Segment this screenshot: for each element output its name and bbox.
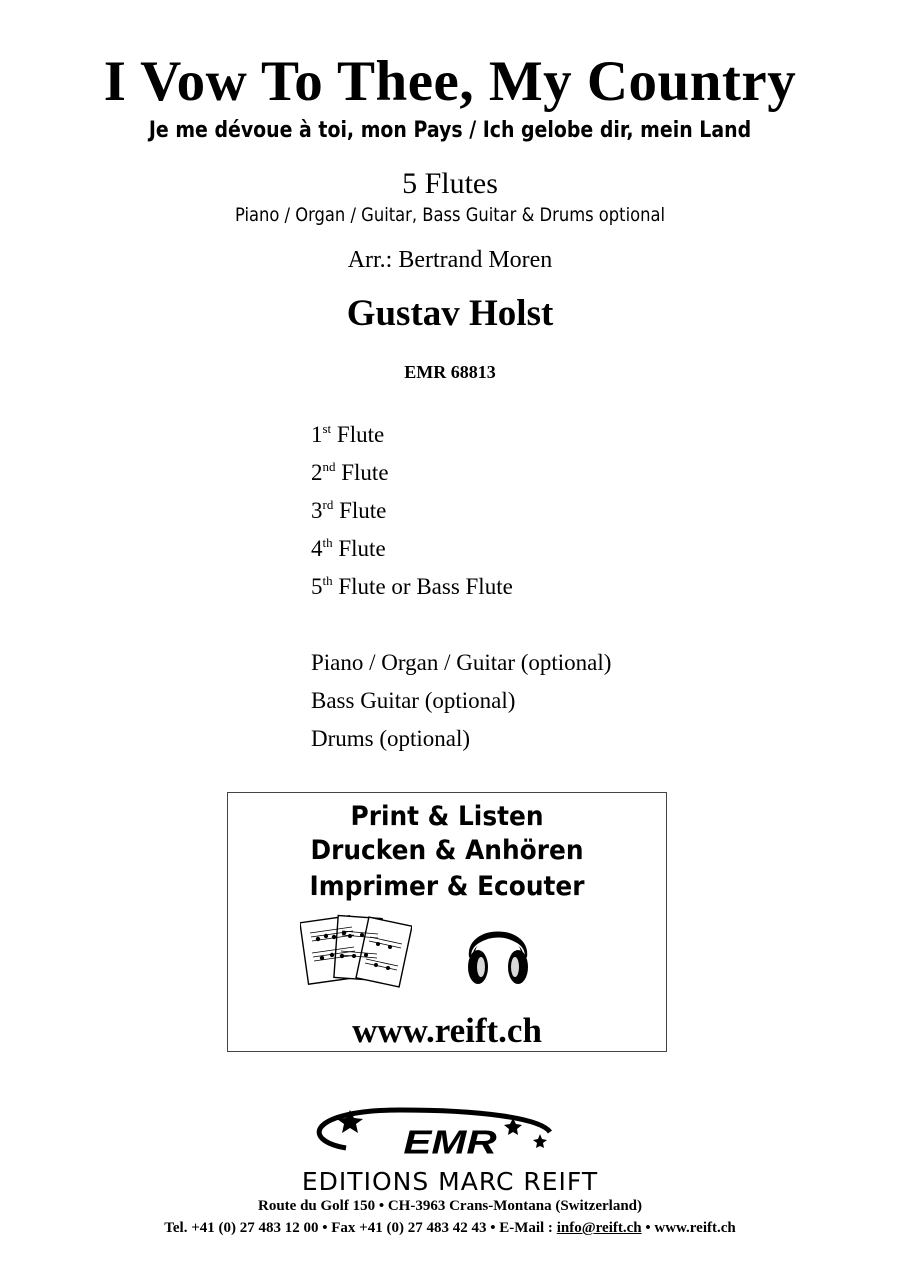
- publisher-name: EDITIONS MARC REIFT: [301, 1167, 599, 1194]
- part-item: 4th Flute: [311, 535, 386, 561]
- promo-url[interactable]: www.reift.ch: [352, 1011, 542, 1050]
- headphones-icon: [462, 913, 534, 991]
- parts-list: [311, 418, 611, 760]
- extra-part-item: Piano / Organ / Guitar (optional): [311, 650, 612, 675]
- extra-part-item: Bass Guitar (optional): [311, 688, 516, 713]
- part-item: 2nd Flute: [311, 459, 389, 485]
- optional-instruments: Piano / Organ / Guitar, Bass Guitar & Drums optional: [234, 204, 666, 226]
- instrumentation: 5 Flutes: [402, 167, 498, 200]
- promo-line: Imprimer & Ecouter: [309, 871, 585, 902]
- composer: Gustav Holst: [346, 293, 554, 334]
- promo-line: Drucken & Anhören: [310, 835, 584, 866]
- email-link[interactable]: info@reift.ch: [556, 1220, 642, 1236]
- sheet-music-icon: [300, 911, 412, 989]
- page-title: I Vow To Thee, My Country: [103, 50, 797, 113]
- part-item: 3rd Flute: [311, 497, 387, 523]
- publisher-contact: Tel. +41 (0) 27 483 12 00 • Fax +41 (0) 27 483 42 43 • E-Mail : info@reift.ch • www.reift.ch: [164, 1220, 736, 1236]
- subtitle: Je me dévoue à toi, mon Pays / Ich gelobe dir, mein Land: [148, 118, 752, 143]
- catalog-number: EMR 68813: [404, 362, 496, 382]
- arranger: Arr.: Bertrand Moren: [347, 247, 553, 273]
- extra-part-item: Drums (optional): [311, 726, 471, 751]
- logo-text: EMR: [403, 1124, 497, 1162]
- part-item: 5th Flute or Bass Flute: [311, 573, 513, 599]
- part-item: 1st Flute: [311, 421, 385, 447]
- publisher-address: Route du Golf 150 • CH-3963 Crans-Montana (Switzerland): [258, 1198, 642, 1214]
- emr-logo: [250, 1104, 650, 1194]
- promo-line: Print & Listen: [350, 801, 544, 832]
- print-listen-box: [227, 792, 667, 1052]
